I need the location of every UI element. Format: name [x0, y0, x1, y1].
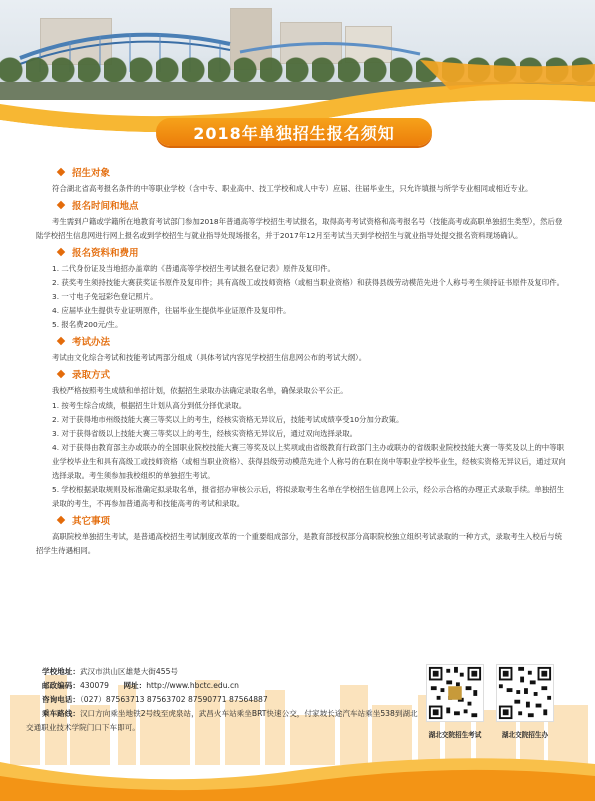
- diamond-icon: [57, 516, 65, 524]
- list-item: 1. 二代身份证及当地招办盖章的《普通高等学校招生考试报名登记表》原件及复印件。: [52, 264, 335, 273]
- section-heading: 其它事项: [58, 513, 566, 527]
- route-line: 乘车路线：汉口方向乘坐地铁2号线至虎泉站，武昌火车站乘坐BRT快速公交，付家坡长途汽车站乘坐538到湖北交通职业技术学院门口下车即可。: [26, 709, 418, 732]
- diamond-icon: [57, 337, 65, 345]
- qr-code-card: [422, 664, 488, 739]
- phone-line: 咨询电话：（027）87563713 87563702 87590771 87564887: [42, 695, 268, 704]
- page-title: 2018年单独招生报名须知: [193, 123, 395, 143]
- contact-info: [26, 665, 422, 735]
- qr-code-image[interactable]: [426, 664, 484, 722]
- section-paragraph: 考试由文化综合考试和技能考试两部分组成（具体考试内容见学校招生信息网公布的考试大纲）。: [52, 353, 367, 362]
- diamond-icon: [57, 168, 65, 176]
- section-heading: 报名资料和费用: [58, 245, 566, 259]
- section-heading: 录取方式: [58, 367, 566, 381]
- website-link[interactable]: http://www.hbctc.edu.cn: [146, 681, 239, 690]
- footer-wave: [0, 742, 595, 801]
- qr-code-label: 湖北交院招生办: [501, 731, 549, 739]
- section-heading: 考试办法: [58, 334, 566, 348]
- qr-code-label: 湖北交院招生考试: [428, 731, 482, 739]
- list-item: 2. 获奖考生须持技能大赛获奖证书原件及复印件；具有高级工或技师资格（或相当职业资格）和获得县级劳动模范先进个人称号考生须持证书原件及复印件。: [52, 278, 564, 287]
- section-paragraph: 我校严格按照考生成绩和单招计划，依据招生录取办法确定录取名单，确保录取公平公正。: [52, 386, 348, 395]
- diamond-icon: [57, 370, 65, 378]
- list-item: 5. 报名费200元/生。: [52, 320, 123, 329]
- title-banner: [156, 118, 432, 146]
- section-paragraph: 考生需到户籍或学籍所在地教育考试部门参加2018年普通高等学校招生考试报名，取得高考考试资格和高考报名号（技能高考或高职单独招生类型），然后登陆学校招生信息网进行网上报名或到学校招生与就业指导处现场报名，并于2017年12月至考试当天到学校招生与就业指导处提交报名资料现场确认。: [36, 217, 563, 240]
- list-item: 5. 学校根据录取规则及标准确定拟录取名单，报省招办审核公示后，将拟录取考生名单在学校招生信息网上公示，经公示合格的办理正式录取手续。单独招生录取的考生，不再参加普通高考和技能高考的考试和录取。: [52, 485, 564, 508]
- list-item: 3. 对于获得省级以上技能大赛三等奖以上的考生，经核实资格无异议后，通过双向选择录取。: [52, 429, 358, 438]
- list-item: 3. 一寸电子免冠彩色登记照片。: [52, 292, 158, 301]
- section-paragraph: 高职院校单独招生考试，是普通高校招生考试制度改革的一个重要组成部分，是教育部授权部分高职院校独立组织考试录取的一种方式，录取考生入校后与统招学生待遇相同。: [36, 532, 562, 555]
- diamond-icon: [57, 201, 65, 209]
- list-item: 2. 对于获得地市州级技能大赛三等奖以上的考生，经核实资格无异议后，技能考试成绩享受10分加分政策。: [52, 415, 404, 424]
- qr-code-card: [492, 664, 558, 739]
- section-paragraph: 符合湖北省高考报名条件的中等职业学校（含中专、职业高中、技工学校和成人中专）应届、往届毕业生，只允许填报与所学专业相同或相近专业。: [52, 184, 533, 193]
- section-heading: 招生对象: [58, 165, 566, 179]
- notice-content: [36, 163, 566, 559]
- postcode-line: 邮政编码：430079 网址：http://www.hbctc.edu.cn: [42, 681, 239, 690]
- section-heading: 报名时间和地点: [58, 198, 566, 212]
- address-line: 学校地址：武汉市洪山区雄楚大街455号: [42, 667, 178, 676]
- list-item: 1. 按考生综合成绩，根据招生计划从高分到低分择优录取。: [52, 401, 247, 410]
- list-item: 4. 对于获得由教育部主办或联办的全国职业院校技能大赛三等奖及以上奖项或由省级教育行政部门主办或联办的省级职业院校技能大赛一等奖及以上的中等职业学校毕业生和具有高级工或技师资格（或相当职业资格）、获得县级劳动模范先进个人称号的在职在岗中等职业学校毕业生，经核实资格无异议后，通过双向选择录取。考生须参加我校组织的单独招生考试。: [52, 443, 566, 480]
- qr-code-image[interactable]: [496, 664, 554, 722]
- list-item: 4. 应届毕业生提供专业证明原件，往届毕业生提供毕业证原件及复印件。: [52, 306, 291, 315]
- diamond-icon: [57, 248, 65, 256]
